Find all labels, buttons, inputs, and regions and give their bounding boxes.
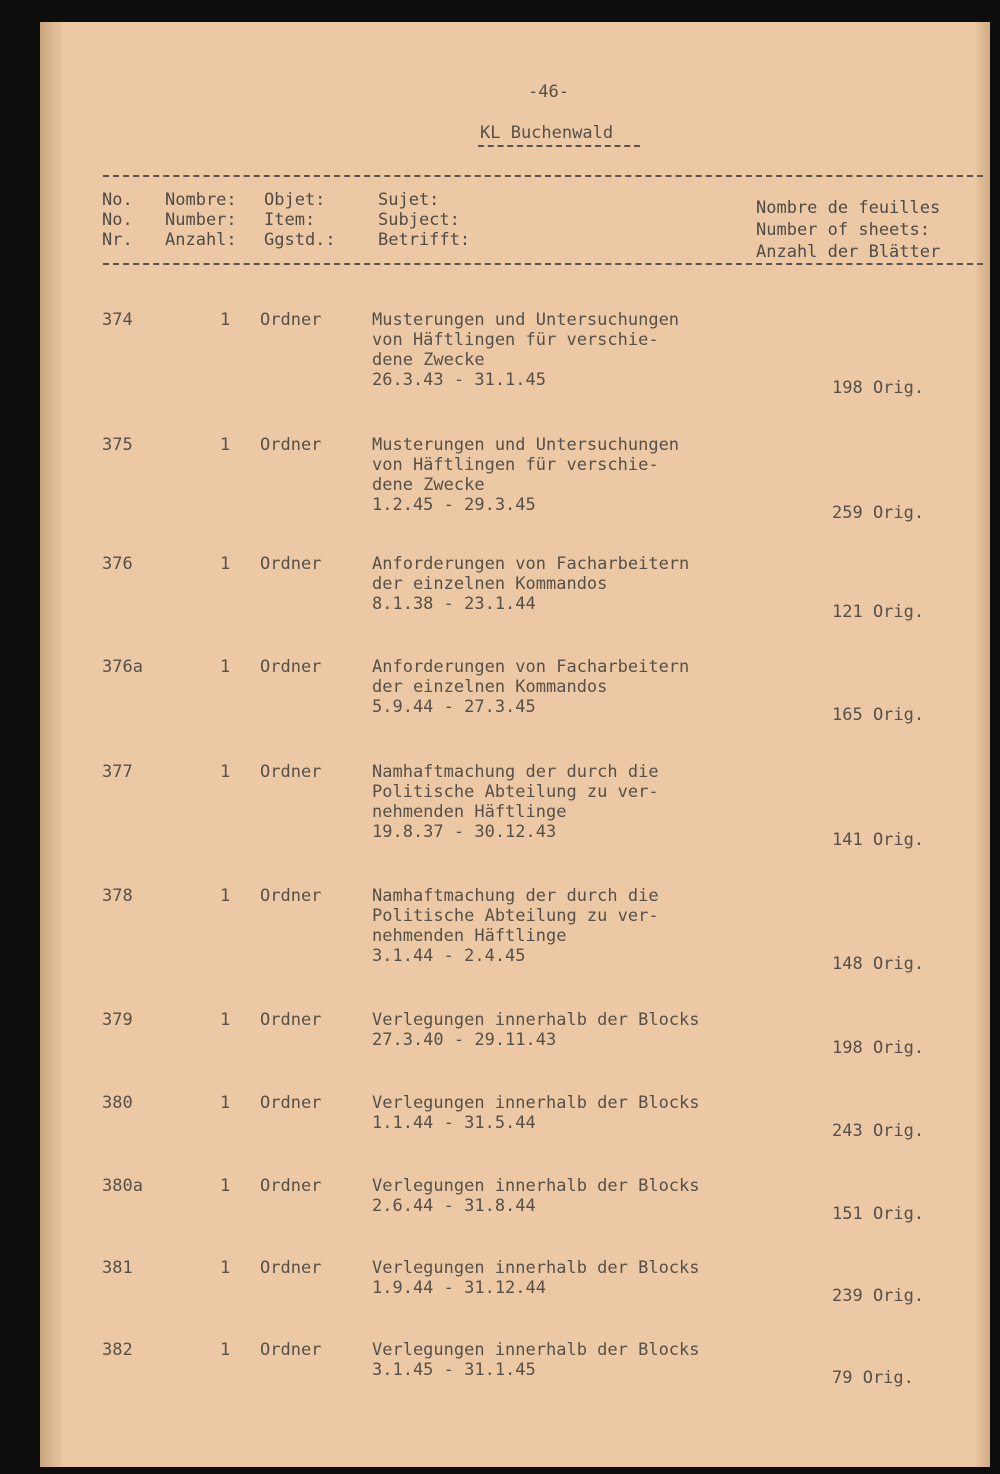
entry-subject-line: 19.8.37 - 30.12.43 [372,822,557,842]
entry-subject-line: Verlegungen innerhalb der Blocks [372,1010,700,1030]
entry-subject-line: dene Zwecke [372,475,485,495]
entry-subject-line: 1.9.44 - 31.12.44 [372,1278,546,1298]
entry-subject-line: von Häftlingen für verschie- [372,455,659,475]
entry-subject-line: nehmenden Häftlinge [372,802,567,822]
entry-sheets: 141 Orig. [832,830,925,850]
list-item [40,554,990,664]
entry-number: 381 [102,1258,133,1278]
header-no-fr: No. [102,190,133,210]
document-page [40,22,990,1467]
entry-subject [372,1010,700,1050]
page-title: KL Buchenwald [480,123,614,143]
entry-subject-line: Anforderungen von Facharbeitern [372,554,690,574]
entry-subject-line: Politische Abteilung zu ver- [372,906,659,926]
entry-item: Ordner [260,886,322,906]
entry-sheets: 243 Orig. [832,1121,925,1141]
list-item [40,310,990,420]
entry-subject [372,1176,700,1216]
entry-item: Ordner [260,762,322,782]
entry-quantity: 1 [220,1010,231,1030]
header-qty-fr: Nombre: [165,190,237,210]
header-subject-de: Betrifft: [378,230,471,250]
entry-sheets: 79 Orig. [832,1368,914,1388]
entry-sheets: 165 Orig. [832,705,925,725]
entry-item: Ordner [260,554,322,574]
header-item-en: Item: [264,210,316,230]
header-sheets-fr: Nombre de feuilles [756,198,941,218]
entry-subject-line: Verlegungen innerhalb der Blocks [372,1176,700,1196]
header-item-fr: Objet: [264,190,326,210]
entry-item: Ordner [260,1093,322,1113]
entry-sheets: 239 Orig. [832,1286,925,1306]
entry-item: Ordner [260,1258,322,1278]
header-item-de: Ggstd.: [264,230,336,250]
entry-subject-line: Namhaftmachung der durch die [372,762,659,782]
entry-quantity: 1 [220,886,231,906]
header-subject-fr: Sujet: [378,190,440,210]
entry-subject-line: der einzelnen Kommandos [372,574,608,594]
entry-subject-line: Musterungen und Untersuchungen [372,435,680,455]
entry-subject-line: der einzelnen Kommandos [372,677,608,697]
entry-subject [372,1093,700,1133]
entry-subject-line: Anforderungen von Facharbeitern [372,657,690,677]
list-item [40,886,990,996]
entry-subject-line: Musterungen und Untersuchungen [372,310,680,330]
header-sheets-de: Anzahl der Blätter [756,242,941,262]
entry-subject-line: dene Zwecke [372,350,485,370]
header-no-en: No. [102,210,133,230]
entry-subject-line: Namhaftmachung der durch die [372,886,659,906]
entry-subject-line: 8.1.38 - 23.1.44 [372,594,536,614]
entry-number: 375 [102,435,133,455]
entry-number: 380a [102,1176,143,1196]
header-no-de: Nr. [102,230,133,250]
entry-subject [372,657,689,717]
entry-quantity: 1 [220,1093,231,1113]
entry-number: 378 [102,886,133,906]
entry-number: 382 [102,1340,133,1360]
entry-subject [372,886,659,966]
entry-item: Ordner [260,1340,322,1360]
entry-subject [372,435,679,515]
entry-subject [372,762,659,842]
entry-subject-line: 5.9.44 - 27.3.45 [372,697,536,717]
entry-item: Ordner [260,1176,322,1196]
entry-quantity: 1 [220,310,231,330]
entry-subject-line: nehmenden Häftlinge [372,926,567,946]
list-item [40,762,990,872]
entry-quantity: 1 [220,554,231,574]
header-sheets-en: Number of sheets: [756,220,930,240]
entry-item: Ordner [260,657,322,677]
header-bottom-rule [103,263,983,265]
list-item [40,1340,990,1450]
entry-subject-line: Politische Abteilung zu ver- [372,782,659,802]
header-top-rule [103,175,983,177]
entry-subject [372,310,679,390]
entry-subject-line: 3.1.44 - 2.4.45 [372,946,526,966]
entry-subject-line: von Häftlingen für verschie- [372,330,659,350]
entry-item: Ordner [260,435,322,455]
entry-subject-line: 26.3.43 - 31.1.45 [372,370,546,390]
entry-subject-line: 1.2.45 - 29.3.45 [372,495,536,515]
entry-item: Ordner [260,310,322,330]
entry-number: 376a [102,657,143,677]
entry-subject-line: 27.3.40 - 29.11.43 [372,1030,557,1050]
entry-sheets: 148 Orig. [832,954,925,974]
title-underline [478,145,640,147]
header-qty-en: Number: [165,210,237,230]
entry-subject-line: 2.6.44 - 31.8.44 [372,1196,536,1216]
entry-subject-line: Verlegungen innerhalb der Blocks [372,1093,700,1113]
entry-quantity: 1 [220,762,231,782]
entry-item: Ordner [260,1010,322,1030]
entry-quantity: 1 [220,1176,231,1196]
page-number: -46- [528,82,569,102]
entry-sheets: 198 Orig. [832,378,925,398]
entry-subject [372,1258,700,1298]
entry-sheets: 198 Orig. [832,1038,925,1058]
entry-sheets: 151 Orig. [832,1204,925,1224]
entry-number: 380 [102,1093,133,1113]
entry-subject [372,1340,700,1380]
entry-subject-line: Verlegungen innerhalb der Blocks [372,1340,700,1360]
entry-subject [372,554,689,614]
entry-quantity: 1 [220,1258,231,1278]
entry-number: 374 [102,310,133,330]
entry-subject-line: 1.1.44 - 31.5.44 [372,1113,536,1133]
list-item [40,435,990,545]
entry-sheets: 259 Orig. [832,503,925,523]
entry-number: 377 [102,762,133,782]
entry-number: 379 [102,1010,133,1030]
entry-quantity: 1 [220,435,231,455]
list-item [40,657,990,767]
entry-quantity: 1 [220,657,231,677]
header-qty-de: Anzahl: [165,230,237,250]
entry-sheets: 121 Orig. [832,602,925,622]
header-subject-en: Subject: [378,210,460,230]
entry-subject-line: Verlegungen innerhalb der Blocks [372,1258,700,1278]
entry-quantity: 1 [220,1340,231,1360]
entry-subject-line: 3.1.45 - 31.1.45 [372,1360,536,1380]
entry-number: 376 [102,554,133,574]
